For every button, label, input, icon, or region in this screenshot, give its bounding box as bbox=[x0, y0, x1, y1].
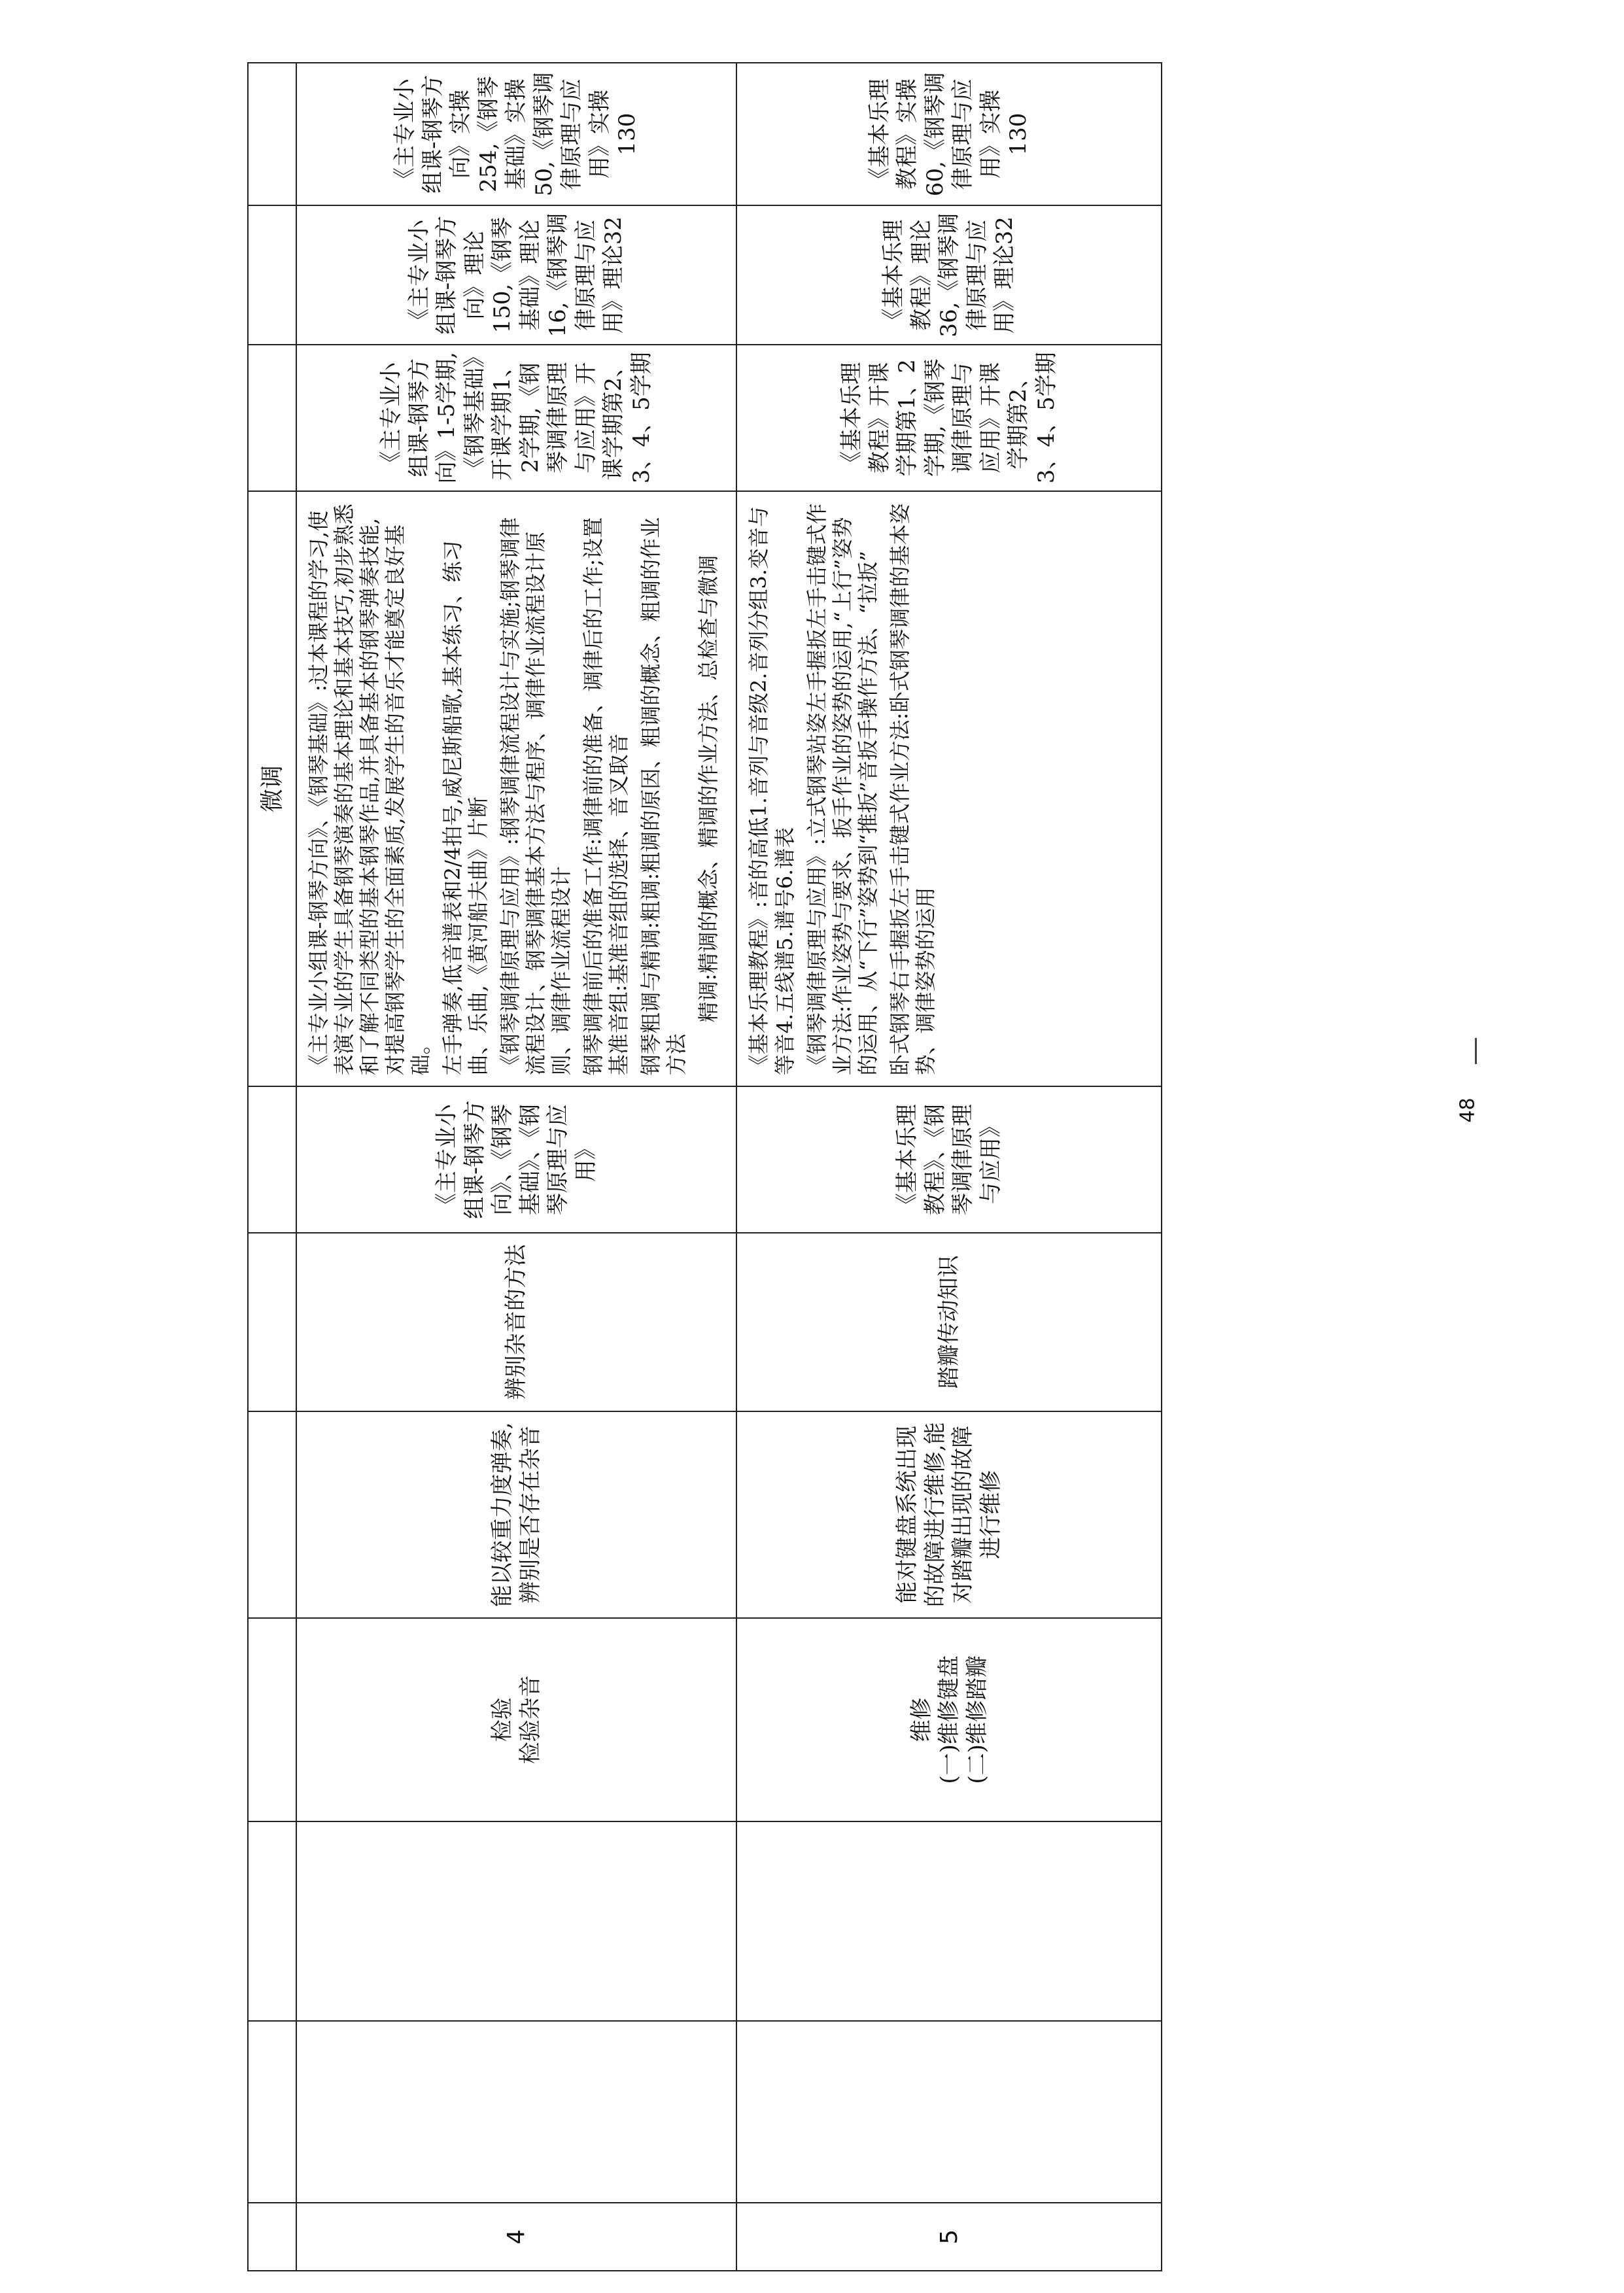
page-number: 48 bbox=[1456, 1097, 1479, 1123]
work-content: 维修 (一)维修键盘 (二)维修踏瓣 bbox=[736, 1618, 1162, 1821]
empty-cell bbox=[736, 2021, 1162, 2203]
description-paragraph: 钢琴调律前后的准备工作:调律前的准备、调律后的工作;设置基准音组:基准音组的选择、音叉取音 bbox=[581, 517, 632, 1076]
related-knowledge: 踏瓣传动知识 bbox=[736, 1233, 1162, 1411]
practice-hours: 《基本乐理教程》实操60,《钢琴调律原理与应用》实操130 bbox=[736, 63, 1162, 205]
practice-hours: 《主专业小组课-钢琴方向》实操254,《钢琴基础》实操50,《钢琴调律原理与应用》实操130 bbox=[296, 63, 736, 205]
semester-info: 《主专业小组课-钢琴方向》1-5学期,《钢琴基础》开课学期1、2学期,《钢琴调律原理与应用》开课学期第2、3、4、5学期 bbox=[296, 345, 736, 491]
course-list: 《基本乐理教程》、《钢琴调律原理与应用》 bbox=[736, 1086, 1162, 1233]
row-number: 4 bbox=[296, 2203, 736, 2271]
semester-info: 《基本乐理教程》开课学期第1、2学期,《钢琴调律原理与应用》开课学期第2、3、4、5学期 bbox=[736, 345, 1162, 491]
header-empty-cell bbox=[248, 1821, 296, 2021]
header-empty-cell bbox=[248, 63, 296, 205]
related-knowledge: 辨别杂音的方法 bbox=[296, 1233, 736, 1411]
description-paragraph: 《基本乐理教程》:音的高低1.音列与音级2.音列分组3.变音与等音4.五线谱5.谱号6.谱表 bbox=[746, 506, 797, 1076]
header-empty-cell bbox=[248, 2021, 296, 2203]
description-paragraph: 钢琴粗调与精调:粗调:粗调的原因、粗调的概念、粗调的作业方法 bbox=[638, 517, 689, 1076]
table-row bbox=[736, 63, 1162, 2271]
description-paragraph: 《钢琴调律原理与应用》:钢琴调律流程设计与实施;钢琴调律流程设计、钢琴调律基本方法与程序、调律作业流程设计原则、调律作业流程设计 bbox=[498, 517, 574, 1076]
course-description bbox=[736, 491, 1162, 1087]
header-empty-cell bbox=[248, 205, 296, 345]
header-empty-cell bbox=[248, 1233, 296, 1411]
work-content: 检验 检验杂音 bbox=[296, 1618, 736, 1821]
course-description bbox=[296, 491, 736, 1087]
header-empty-cell bbox=[248, 345, 296, 491]
header-empty-cell bbox=[248, 1411, 296, 1618]
section-header: 微调 bbox=[248, 491, 296, 1087]
description-paragraph: 卧式钢琴右手握扳左手击键式作业方法:卧式钢琴调律的基本姿势、调律姿势的运用 bbox=[887, 503, 938, 1076]
header-empty-cell bbox=[248, 1086, 296, 1233]
margin-tick-mark bbox=[1475, 1038, 1477, 1064]
description-paragraph: 精调:精调的概念、精调的作业方法、总检查与微调 bbox=[696, 555, 721, 1023]
rotated-table-wrapper bbox=[247, 62, 1130, 2271]
empty-cell bbox=[296, 2021, 736, 2203]
curriculum-table bbox=[247, 62, 1162, 2271]
table-row bbox=[296, 63, 736, 2271]
row-number: 5 bbox=[736, 2203, 1162, 2271]
theory-hours: 《基本乐理教程》理论36,《钢琴调律原理与应用》理论32 bbox=[736, 205, 1162, 345]
course-list: 《主专业小组课-钢琴方向》、《钢琴基础》、《钢琴原理与应用》 bbox=[296, 1086, 736, 1233]
theory-hours: 《主专业小组课-钢琴方向》理论150,《钢琴基础》理论16,《钢琴调律原理与应用》理论32 bbox=[296, 205, 736, 345]
description-paragraph: 《钢琴调律原理与应用》:立式钢琴站姿左手握扳左手击键式作业方法:作业姿势与要求、扳手作业的姿势的运用,“上行”姿势的运用、从“下行”姿势到“推扳”音扳手操作方法、“拉扳” bbox=[804, 503, 880, 1076]
description-paragraph: 左手弹奏,低音谱表和2/4拍号,威尼斯船歌,基本练习、练习曲、乐曲,《黄河船夫曲》片断 bbox=[440, 540, 491, 1076]
header-empty-cell bbox=[248, 2203, 296, 2271]
section-header-row bbox=[248, 63, 296, 2271]
empty-cell bbox=[736, 1821, 1162, 2021]
skill-requirement: 能对键盘系统出现的故障进行维修,能对踏瓣出现的故障进行维修 bbox=[736, 1411, 1162, 1618]
header-empty-cell bbox=[248, 1618, 296, 1821]
description-paragraph: 《主专业小组课-钢琴方向》、《钢琴基础》:过本课程的学习,使表演专业的学生具备钢琴演奏的基本理论和基本技巧,初步熟悉和了解不同类型的基本钢琴作品,并具备基本的钢琴弹奏技能,对提高钢琴学生的全面素质,发展学生的音乐才能奠定良好基础。 bbox=[306, 504, 434, 1076]
skill-requirement: 能以较重力度弹奏,辨别是否存在杂音 bbox=[296, 1411, 736, 1618]
empty-cell bbox=[296, 1821, 736, 2021]
